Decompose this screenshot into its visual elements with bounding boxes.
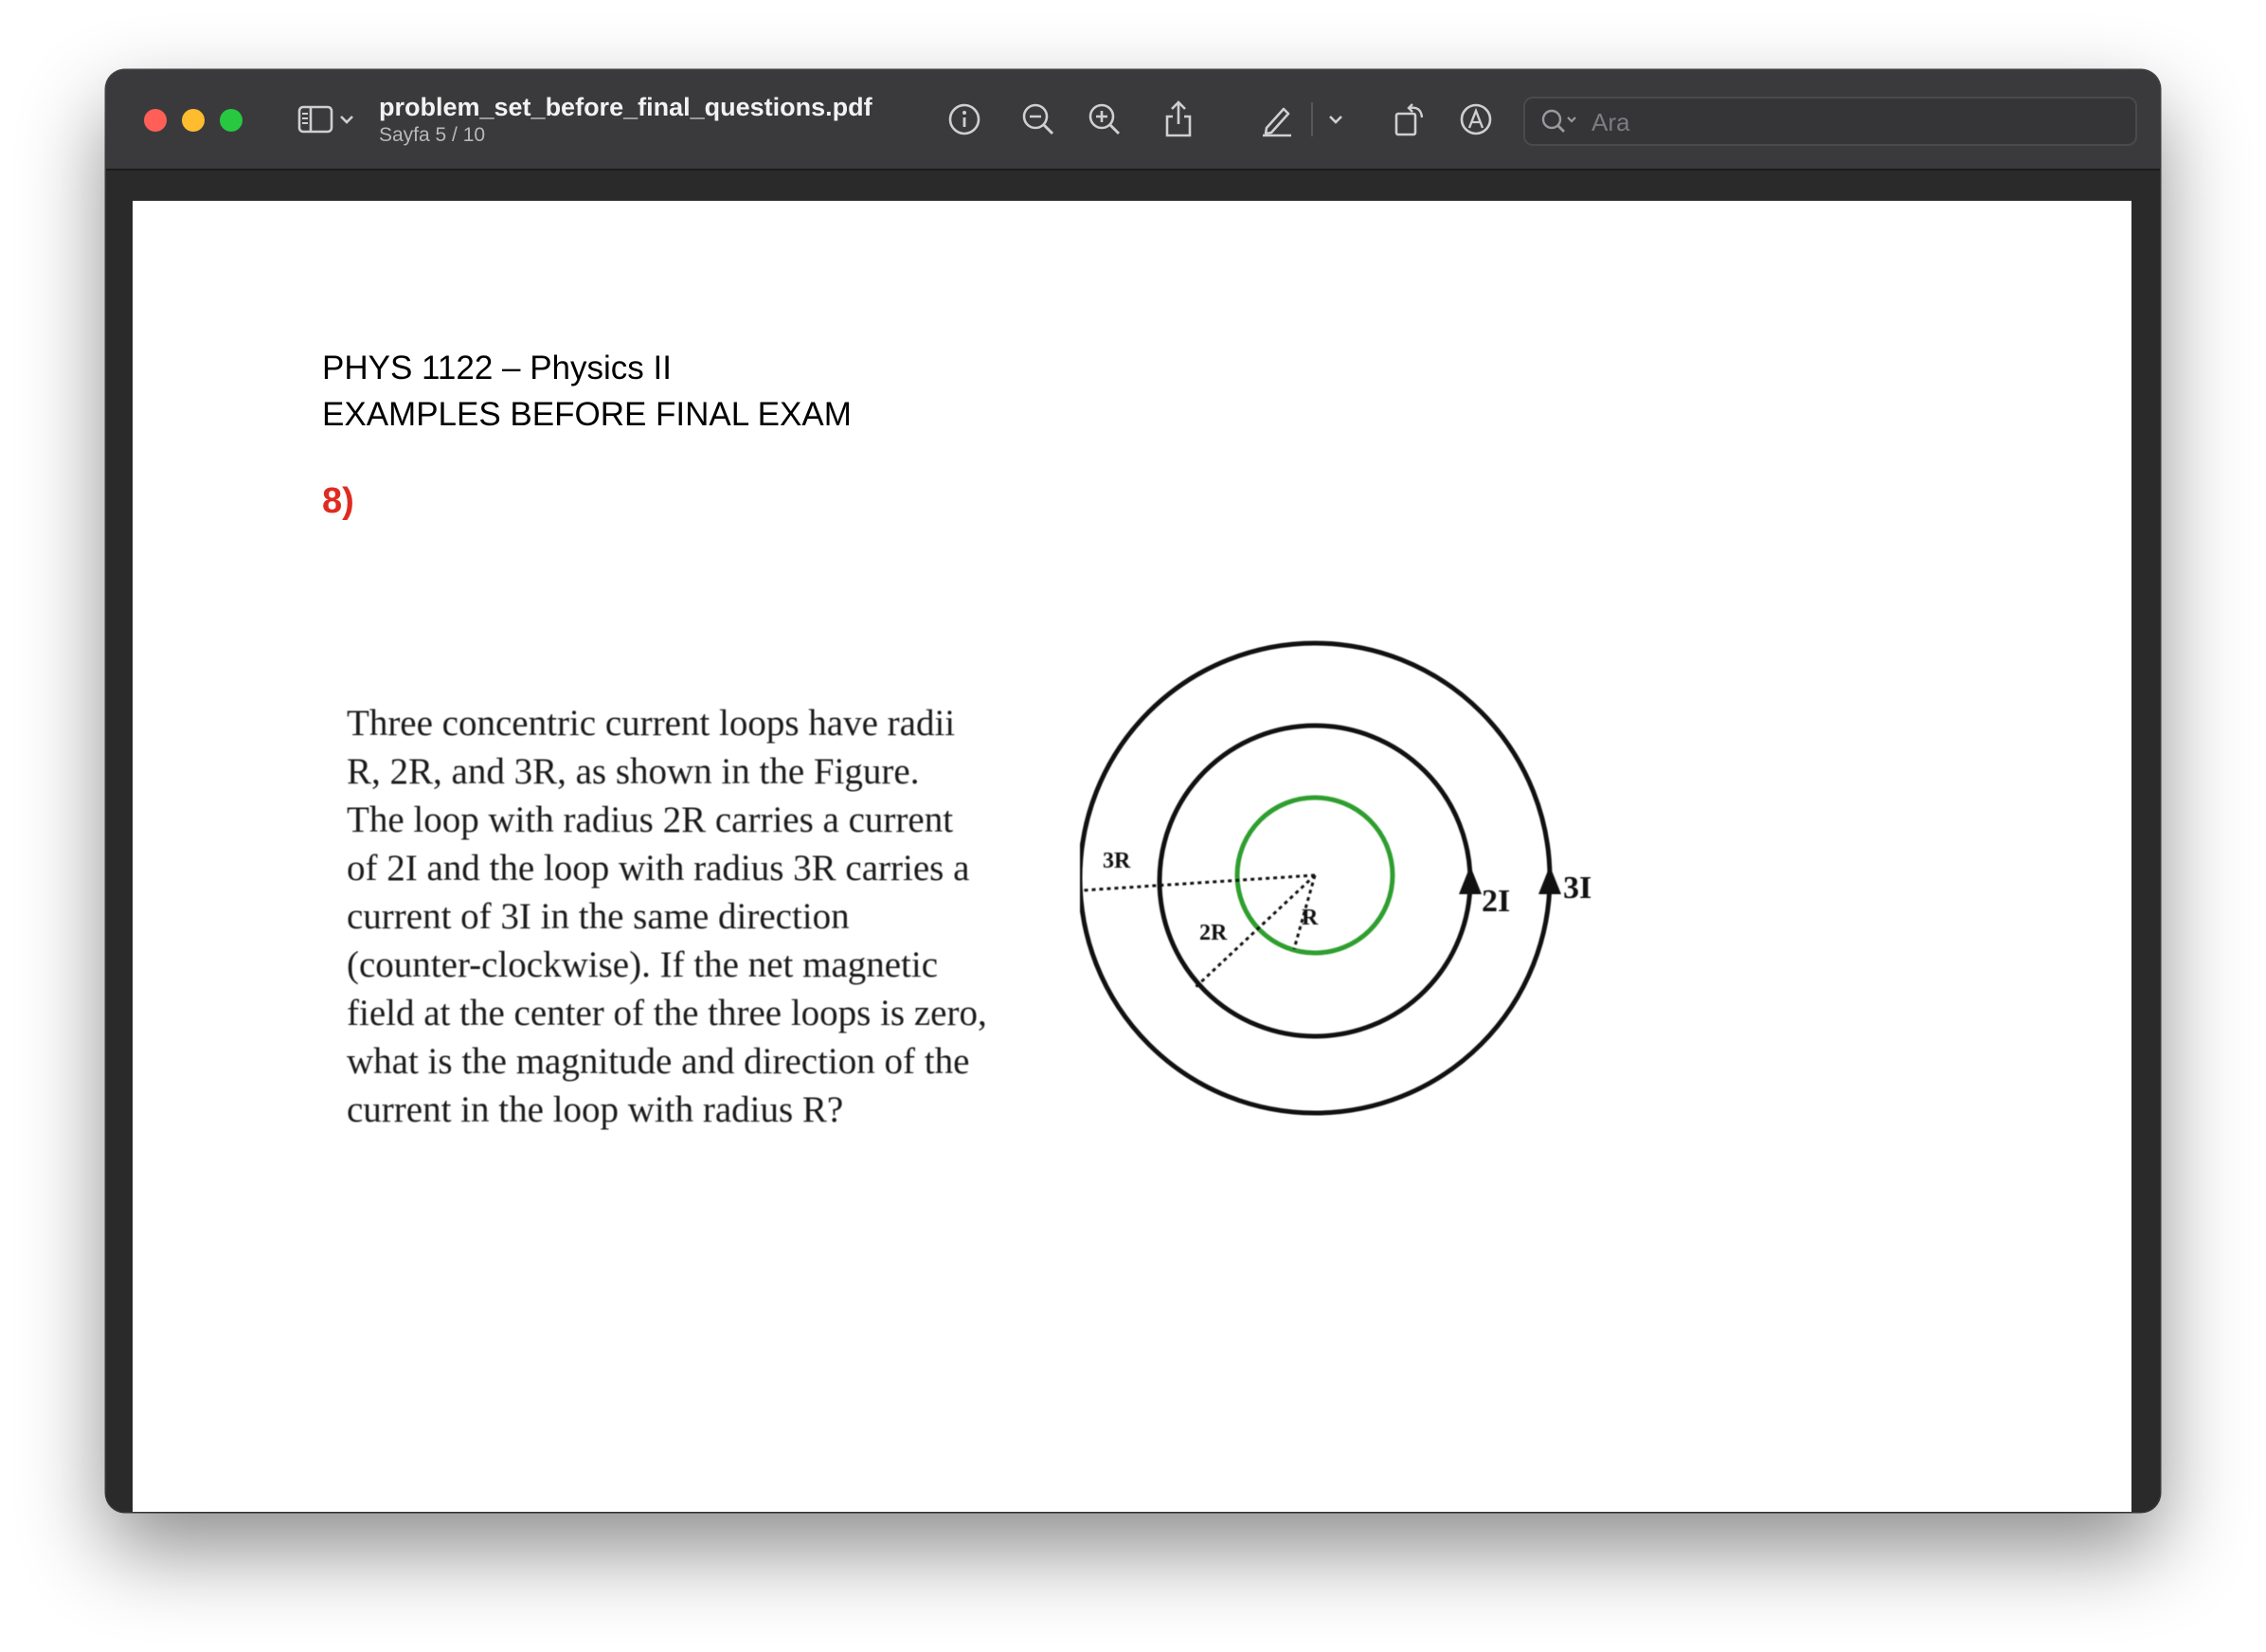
document-title: problem_set_before_final_questions.pdf bbox=[379, 93, 872, 121]
question-number: 8) bbox=[322, 481, 354, 521]
page-indicator: Sayfa 5 / 10 bbox=[379, 124, 486, 146]
exam-line: EXAMPLES BEFORE FINAL EXAM bbox=[322, 396, 852, 433]
chevron-down-icon bbox=[1328, 114, 1343, 125]
sidebar-icon bbox=[297, 104, 335, 135]
title-bar bbox=[106, 70, 2160, 171]
radius-3r-line bbox=[1082, 875, 1315, 890]
highlight-button[interactable] bbox=[1252, 99, 1302, 140]
label-r: R bbox=[1302, 906, 1319, 930]
rotate-button[interactable] bbox=[1385, 99, 1434, 140]
label-2i: 2I bbox=[1482, 884, 1511, 919]
highlighter-icon bbox=[1259, 101, 1295, 137]
zoom-out-icon bbox=[1020, 101, 1056, 137]
markup-icon bbox=[1458, 101, 1494, 137]
rotate-icon bbox=[1391, 100, 1429, 138]
problem-line: current in the loop with radius R? bbox=[347, 1089, 844, 1130]
search-field[interactable] bbox=[1523, 97, 2137, 146]
chevron-down-icon bbox=[339, 114, 354, 125]
arrow-3i-icon bbox=[1538, 866, 1561, 894]
label-2r: 2R bbox=[1199, 921, 1228, 945]
problem-line: field at the center of the three loops is zero, bbox=[347, 993, 987, 1033]
problem-line: Three concentric current loops have radii bbox=[347, 703, 956, 744]
highlight-options-button[interactable] bbox=[1319, 99, 1353, 140]
info-icon bbox=[946, 101, 982, 137]
problem-line: of 2I and the loop with radius 3R carries a bbox=[347, 848, 970, 889]
problem-line: The loop with radius 2R carries a current bbox=[347, 799, 954, 840]
label-3r: 3R bbox=[1103, 849, 1131, 873]
toolbar-separator bbox=[1311, 102, 1313, 136]
label-3i: 3I bbox=[1563, 871, 1592, 906]
pdf-page bbox=[133, 201, 2131, 1512]
concentric-loops-figure bbox=[1080, 618, 1610, 1148]
sidebar-toggle-button[interactable] bbox=[292, 99, 360, 140]
problem-line: what is the magnitude and direction of the bbox=[347, 1041, 970, 1082]
markup-button[interactable] bbox=[1451, 99, 1501, 140]
problem-text bbox=[347, 699, 1067, 1134]
problem-line: current of 3I in the same direction bbox=[347, 896, 850, 937]
search-icon bbox=[1540, 108, 1580, 141]
share-button[interactable] bbox=[1154, 99, 1203, 140]
minimize-window-button[interactable] bbox=[182, 109, 205, 132]
share-icon bbox=[1161, 99, 1196, 139]
document-title-block bbox=[379, 93, 872, 147]
zoom-window-button[interactable] bbox=[220, 109, 243, 132]
course-line: PHYS 1122 – Physics II bbox=[322, 350, 672, 386]
arrow-2i-icon bbox=[1459, 866, 1482, 894]
search-input[interactable] bbox=[1590, 104, 2124, 140]
zoom-in-button[interactable] bbox=[1080, 99, 1129, 140]
info-button[interactable] bbox=[940, 99, 989, 140]
preview-window bbox=[106, 70, 2160, 1512]
document-viewport[interactable] bbox=[106, 171, 2160, 1512]
zoom-in-icon bbox=[1087, 101, 1123, 137]
zoom-out-button[interactable] bbox=[1014, 99, 1063, 140]
course-header bbox=[322, 345, 852, 438]
problem-line: R, 2R, and 3R, as shown in the Figure. bbox=[347, 751, 920, 792]
close-window-button[interactable] bbox=[144, 109, 167, 132]
problem-line: (counter-clockwise). If the net magnetic bbox=[347, 944, 939, 985]
